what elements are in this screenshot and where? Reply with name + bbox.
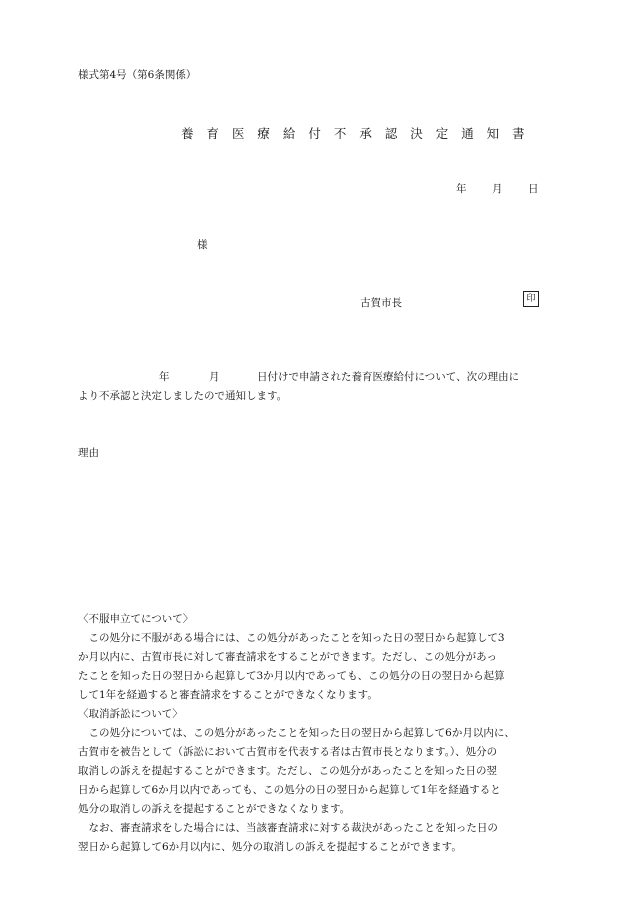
notes-line: 日から起算して6か月以内であっても、この処分の日の翌日から起算して1年を経過すると <box>78 784 501 796</box>
notes-line: この処分については、この処分があったことを知った日の翌日から起算して6か月以内に、 <box>78 727 515 739</box>
date-month-label: 月 <box>492 183 503 195</box>
notes-heading-lawsuit: 〈取消訴訟について〉 <box>78 708 183 720</box>
body-text-line2: より不承認と決定しましたので通知します。 <box>78 390 288 402</box>
notes-line: して1年を経過すると審査請求をすることができなくなります。 <box>78 689 378 701</box>
date-year-label: 年 <box>456 183 467 195</box>
notes-line: 取消しの訴えを提起することができます。ただし、この処分があったことを知った日の翌 <box>78 765 498 777</box>
notes-line: この処分に不服がある場合には、この処分があったことを知った日の翌日から起算して3 <box>78 632 505 644</box>
appeal-notes <box>78 610 558 857</box>
notes-line: 古賀市を被告として（訴訟において古賀市を代表する者は古賀市長となります。）、処分の <box>78 746 498 758</box>
body-text-line1: 日付けで申請された養育医療給付について、次の理由に <box>257 371 520 383</box>
notes-line: なお、審査請求をした場合には、当該審査請求に対する裁決があったことを知った日の <box>78 822 498 834</box>
document-title: 養 育 医 療 給 付 不 承 認 決 定 通 知 書 <box>181 126 530 141</box>
form-number: 様式第4号（第6条関係） <box>78 69 197 81</box>
reason-label: 理由 <box>78 447 99 459</box>
notes-line: たことを知った日の翌日から起算して3か月以内であっても、この処分の日の翌日から起算 <box>78 670 505 682</box>
seal-mark: 印 <box>523 291 539 307</box>
notes-line: 処分の取消しの訴えを提起することができなくなります。 <box>78 803 351 815</box>
notes-line: か月以内に、古賀市長に対して審査請求をすることができます。ただし、この処分があっ <box>78 651 498 663</box>
date-day-label: 日 <box>528 183 539 195</box>
body-year-label: 年 <box>159 371 170 383</box>
body-month-label: 月 <box>209 371 220 383</box>
addressee-honorific: 様 <box>197 239 208 251</box>
issuer-name: 古賀市長 <box>360 297 402 309</box>
notes-heading-appeal: 〈不服申立てについて〉 <box>78 613 194 625</box>
notes-line: 翌日から起算して6か月以内に、処分の取消しの訴えを提起することができます。 <box>78 841 462 853</box>
